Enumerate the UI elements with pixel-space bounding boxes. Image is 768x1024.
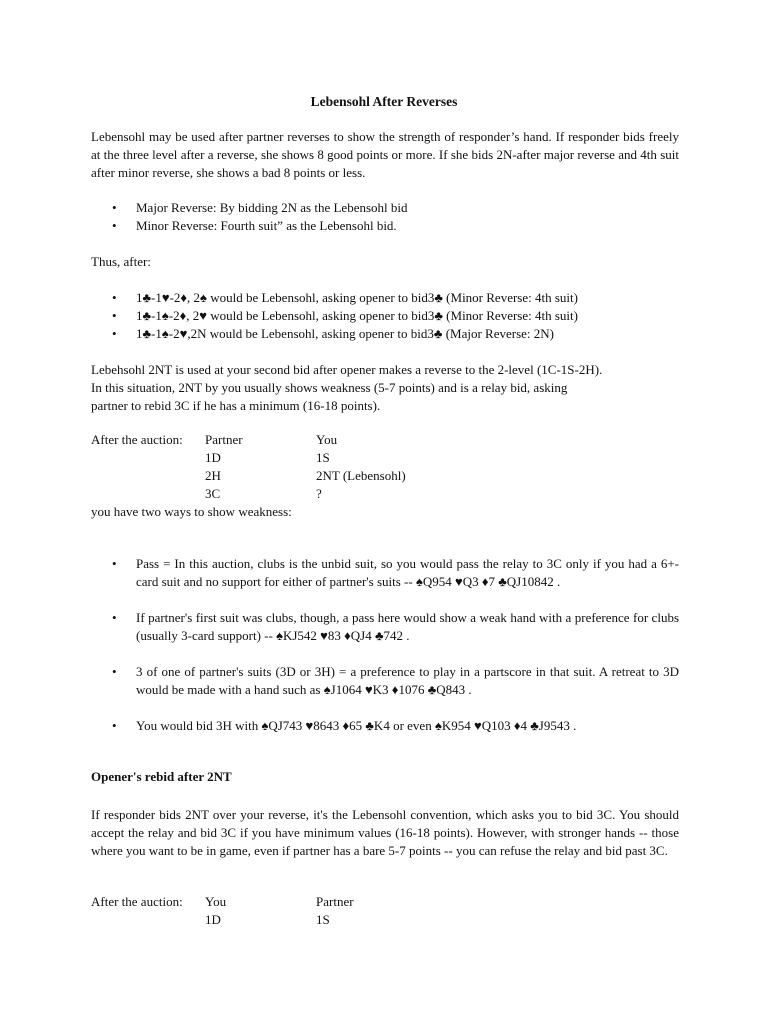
auction-bid: 2NT (Lebensohl) <box>316 468 406 483</box>
weakness-intro-text: you have two ways to show weakness: <box>91 504 292 519</box>
thus-after-text: Thus, after: <box>91 254 151 269</box>
list-item: • Major Reverse: By bidding 2N as the Lebensohl bid <box>112 199 679 217</box>
auction-bid: 1D <box>205 450 221 465</box>
list-item: • 1♣-1♠-2♥,2N would be Lebensohl, asking opener to bid3♣ (Major Reverse: 2N) <box>112 325 679 343</box>
auction-bid: ? <box>316 486 322 501</box>
list-item: • You would bid 3H with ♠QJ743 ♥8643 ♦65 ♣K4 or even ♠K954 ♥Q103 ♦4 ♣J9543 . <box>112 717 679 735</box>
list-item: • 3 of one of partner's suits (3D or 3H) = a preference to play in a partscore in that suit. A retreat to 3D would be made with a hand such as ♠J1064 ♥K3 ♦1076 ♣Q843 . <box>112 663 679 699</box>
auction-header-you: You <box>316 432 338 447</box>
paragraph-line: Lebehsohl 2NT is used at your second bid after opener makes a reverse to the 2-level (1C-1S-2H). <box>91 362 603 377</box>
auction-header-you: You <box>205 894 227 909</box>
openers-rebid-paragraph: If responder bids 2NT over your reverse, it's the Lebensohl convention, which asks you to bid 3C. You should accept the relay and bid 3C if you have minimum values (16-18 points). However, with stronger hands -- those where you want to be in game, even if partner has a bare 5-7 points -- you can refuse the relay and bid past 3C. <box>91 807 679 858</box>
auction-bid: 2H <box>205 468 221 483</box>
reverse-list <box>112 199 679 235</box>
list-item: • If partner's first suit was clubs, though, a pass here would show a weak hand with a preference for clubs (usually 3-card support) -- ♠KJ542 ♥83 ♦QJ4 ♣742 . <box>112 609 679 645</box>
intro-paragraph: Lebensohl may be used after partner reverses to show the strength of responder’s hand. If responder bids freely at the three level after a reverse, she shows 8 good points or more. If she bids 2N-after major reverse and 4th suit after minor reverse, she shows a bad 8 points or less. <box>91 129 679 180</box>
auction-bid: 1S <box>316 912 330 927</box>
auction-label: After the auction: <box>91 894 183 909</box>
weakness-list <box>112 555 679 753</box>
paragraph-line: In this situation, 2NT by you usually shows weakness (5-7 points) and is a relay bid, asking <box>91 380 568 395</box>
list-item: • Pass = In this auction, clubs is the unbid suit, so you would pass the relay to 3C only if you had a 6+-card suit and no support for either of partner's suits -- ♠Q954 ♥Q3 ♦7 ♣QJ10842 . <box>112 555 679 591</box>
auction-bid: 1S <box>316 450 330 465</box>
auction-bid: 3C <box>205 486 221 501</box>
list-item: • 1♣-1♠-2♦, 2♥ would be Lebensohl, asking opener to bid3♣ (Minor Reverse: 4th suit) <box>112 307 679 325</box>
list-item: • 1♣-1♥-2♦, 2♠ would be Lebensohl, asking opener to bid3♣ (Minor Reverse: 4th suit) <box>112 289 679 307</box>
document-title: Lebensohl After Reverses <box>310 94 458 109</box>
auction-header-partner: Partner <box>316 894 354 909</box>
list-item: • Minor Reverse: Fourth suit” as the Lebensohl bid. <box>112 217 679 235</box>
paragraph-line: partner to rebid 3C if he has a minimum (16-18 points). <box>91 398 381 413</box>
section-heading: Opener's rebid after 2NT <box>91 769 232 784</box>
auction-label: After the auction: <box>91 432 183 447</box>
sequence-list <box>112 289 679 343</box>
auction-header-partner: Partner <box>205 432 243 447</box>
auction-bid: 1D <box>205 912 221 927</box>
lebensohl-2nt-paragraph <box>91 361 679 415</box>
